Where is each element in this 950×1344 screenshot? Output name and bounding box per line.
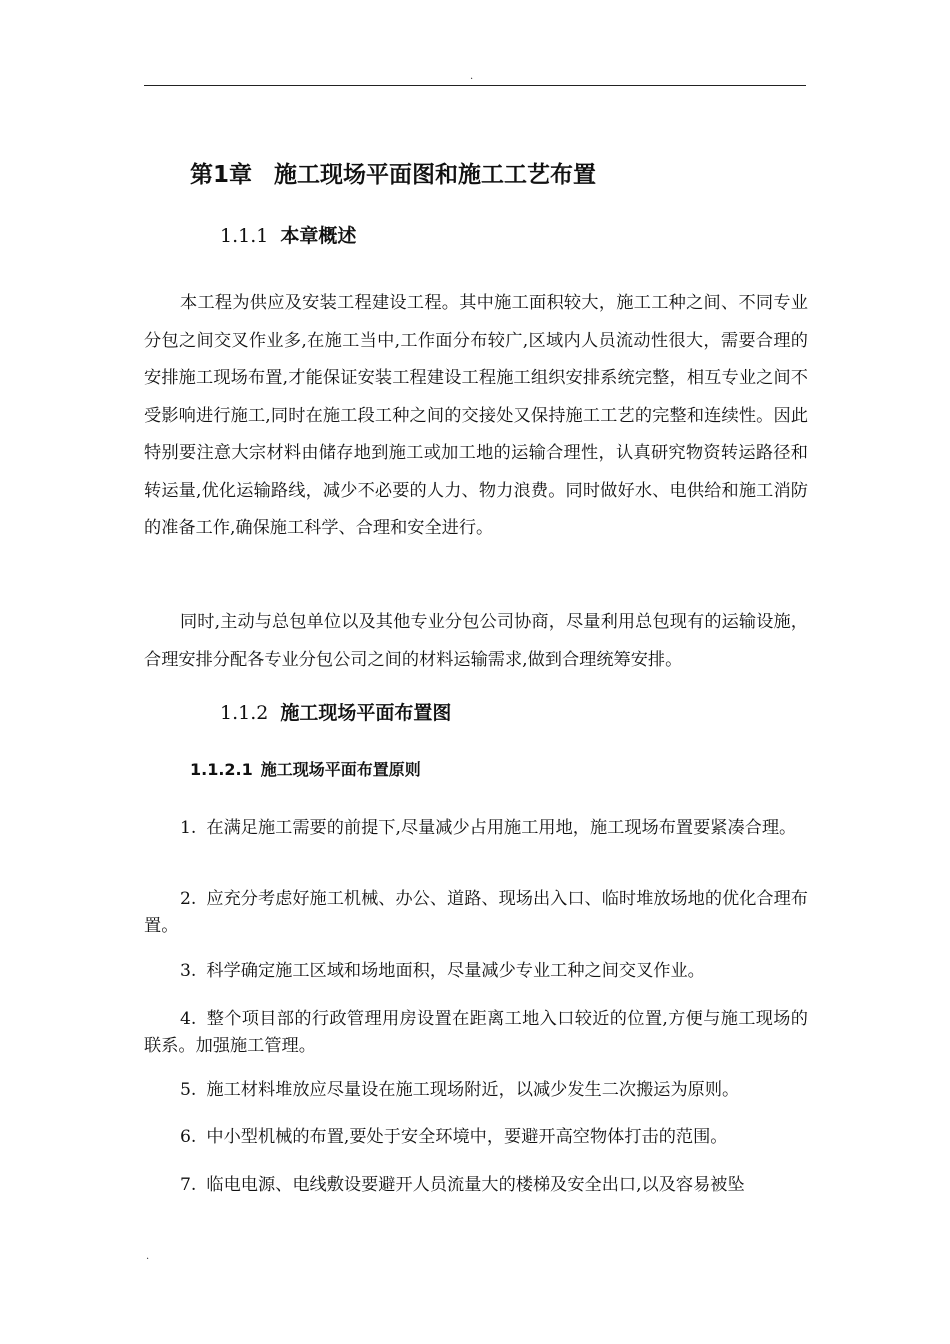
overview-paragraph: 同时,主动与总包单位以及其他专业分包公司协商，尽量利用总包现有的运输设施，合理安排分配各专业分包公司之间的材料运输需求,做到合理统筹安排。 [144, 612, 808, 670]
subsection-title [190, 757, 421, 783]
principle-text: 整个项目部的行政管理用房设置在距离工地入口较近的位置,方便与施工现场的联系。加强施工管理。 [144, 1009, 808, 1056]
principle-number: 7. [180, 1175, 197, 1195]
principle-text: 临电电源、电线敷设要避开人员流量大的楼梯及安全出口,以及容易被坠 [206, 1175, 745, 1195]
principle-item [144, 815, 808, 842]
principle-number: 6. [180, 1127, 197, 1147]
principle-text: 应充分考虑好施工机械、办公、道路、现场出入口、临时堆放场地的优化合理布置。 [144, 889, 808, 936]
chapter-title-text: 施工现场平面图和施工工艺布置 [274, 162, 597, 188]
section-title-text: 施工现场平面布置图 [280, 702, 452, 724]
footer-mark: . [146, 1251, 150, 1262]
principle-text: 在满足施工需要的前提下,尽量减少占用施工用地，施工现场布置要紧凑合理。 [206, 818, 797, 838]
section-title-text: 本章概述 [280, 225, 357, 247]
overview-paragraph: 本工程为供应及安装工程建设工程。其中施工面积较大，施工工种之间、不同专业分包之间交叉作业多,在施工当中,工作面分布较广,区域内人员流动性很大，需要合理的安排施工现场布置,才能保证安装工程建设工程施工组织安排系统完整，相互专业之间不受影响进行施工,同时在施工段工种之间的交接处又保持施工工艺的完整和连续性。因此特别要注意大宗材料由储存地到施工或加工地的运输合理性，认真研究物资转运路径和转运量,优化运输路线，减少不必要的人力、物力浪费。同时做好水、电供给和施工消防的准备工作,确保施工科学、合理和安全进行。 [144, 293, 808, 538]
principle-number: 2. [180, 889, 197, 909]
principle-number: 3. [180, 961, 197, 981]
principle-item [144, 1077, 808, 1104]
section-title-layout [220, 698, 451, 728]
principle-item [144, 1006, 808, 1060]
chapter-number: 第1章 [190, 162, 253, 188]
section-title-overview [220, 221, 356, 251]
principle-number: 1. [180, 818, 197, 838]
principle-item [144, 958, 808, 985]
principle-text: 中小型机械的布置,要处于安全环境中，要避开高空物体打击的范围。 [206, 1127, 728, 1147]
subsection-title-text: 施工现场平面布置原则 [260, 760, 421, 779]
principle-item [144, 1172, 808, 1199]
header-mark: . [470, 71, 474, 82]
principle-item [144, 1124, 808, 1151]
principle-number: 5. [180, 1080, 197, 1100]
principle-number: 4. [180, 1009, 197, 1029]
principle-item [144, 886, 808, 940]
section-number: 1.1.2 [220, 702, 269, 724]
subsection-number: 1.1.2.1 [190, 760, 253, 779]
section-number: 1.1.1 [220, 225, 269, 247]
chapter-title [190, 157, 596, 193]
header-rule [144, 85, 806, 86]
principle-text: 科学确定施工区域和场地面积，尽量减少专业工种之间交叉作业。 [206, 961, 705, 981]
principle-text: 施工材料堆放应尽量设在施工现场附近，以减少发生二次搬运为原则。 [206, 1080, 740, 1100]
